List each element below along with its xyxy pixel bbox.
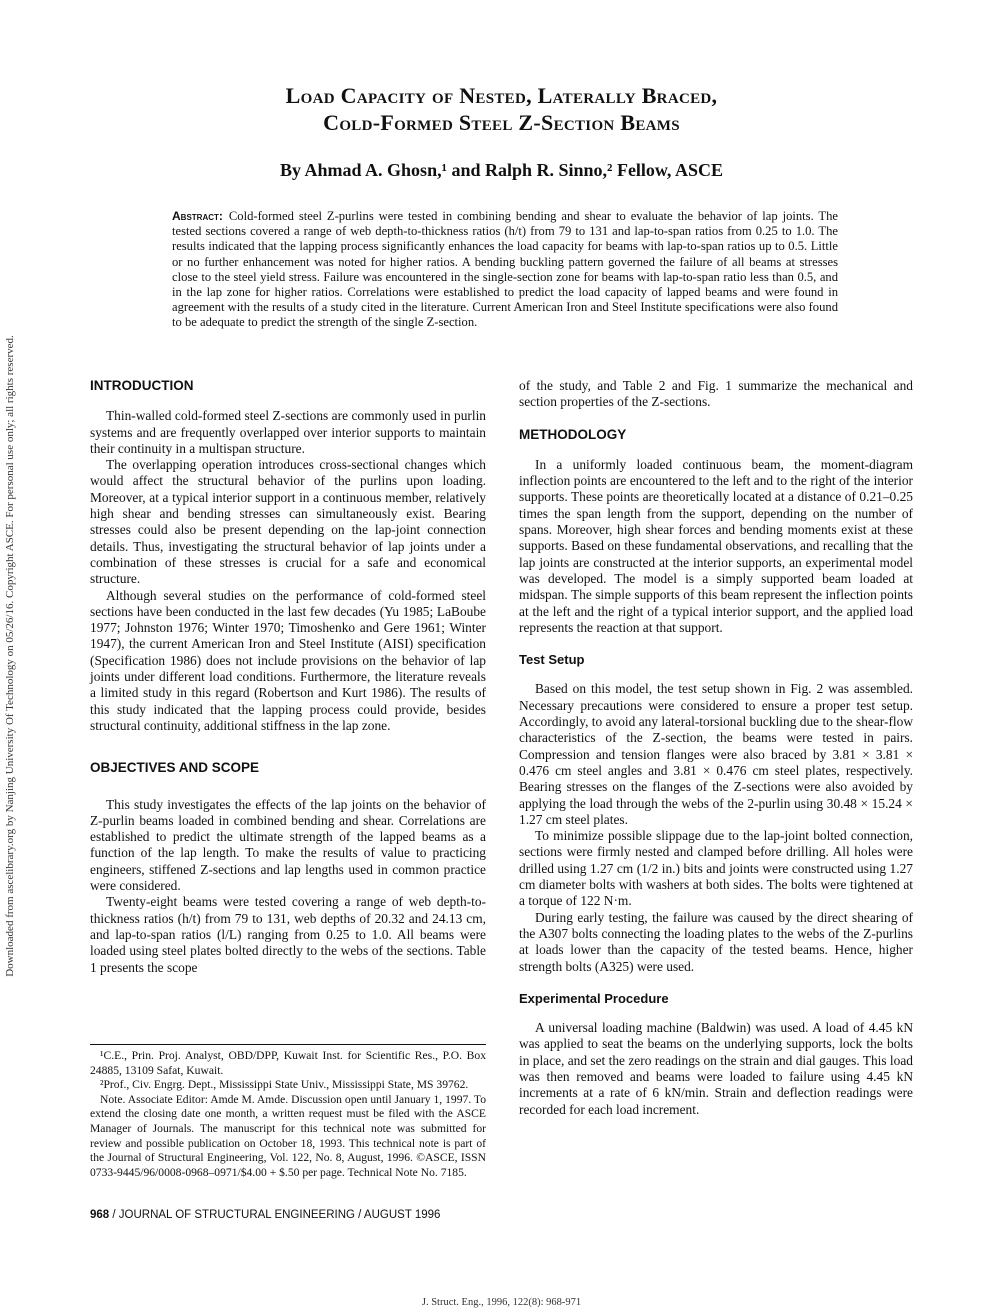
paragraph: During early testing, the failure was caused by the direct shearing of the A307 bolts connecting the loading plates to the webs of the Z-purlins at loads lower than the capacity of the tested beams. Hence, higher strength bolts (A325) were used. [519, 909, 913, 974]
title-line: Load Capacity of Nested, Laterally Braced, [285, 83, 718, 108]
footnote: ²Prof., Civ. Engrg. Dept., Mississippi State Univ., Mississippi State, MS 39762. [100, 1078, 469, 1092]
paragraph: A universal loading machine (Baldwin) was used. A load of 4.45 kN was applied to seat the beams on the underlying supports, lock the bolts in place, and set the zero readings on the strain and dial gauges. This load was then removed and beams were loaded to failure using 4.45 kN increments at a rate of 6 kN/min. Strain and deflection readings were recorded for each load increment. [519, 1020, 913, 1117]
paragraph: To minimize possible slippage due to the lap-joint bolted connection, sections were firmly nested and clamped before drilling. All holes were drilled using 1.27 cm (1/2 in.) bits and joints were constructed using 1.27 cm diameter bolts with washers at both sides. The bolts were tightened at a torque of 122 N·m. [519, 828, 913, 909]
paragraph: of the study, and Table 2 and Fig. 1 summarize the mechanical and section properties of the Z-sections. [519, 378, 913, 410]
paragraph: Based on this model, the test setup shown in Fig. 2 was assembled. Necessary precautions were considered to ensure a proper test setup. Accordingly, to avoid any lateral-torsional buckling due to the shear-flow characteristics of the Z-section, the beams were tested in pairs. Compression and tension flanges were also braced by 3.81 × 3.81 × 0.476 cm steel angles and 3.81 × 0.476 cm steel plates, respectively. Bearing stresses on the flanges of the Z-sections were also avoided by applying the load through the webs of the 2-purlin using 30.48 × 15.24 × 1.27 cm steel plates. [519, 681, 913, 827]
abstract [172, 209, 838, 331]
page-number: 968 [90, 1209, 110, 1221]
section-heading: INTRODUCTION [90, 378, 194, 393]
paragraph: The overlapping operation introduces cross-sectional changes which would affect the structural behavior of the purlins upon loading. Moreover, at a typical interior support in a continuous member, relatively high shear and bending stresses can simultaneously exist. Bearing stresses could also be present depending on the lap-joint connection details. Thus, investigating the structural behavior of lap joints under a combination of these stresses is crucial for a safe and economical structure. [90, 457, 486, 587]
abstract-text: Cold-formed steel Z-purlins were tested in combining bending and shear to evaluate the behavior of lap joints. The tested sections covered a range of web depth-to-thickness ratios (h/t) from 79 to 131 and lap-to-span ratios from 0.25 to 1.0. The results indicated that the lapping process significantly enhances the load capacity for beams with lap-to-span ratios up to 0.5. Little or no further enhancement was noted for higher ratios. A bending buckling pattern governed the failure of all beams at stresses close to the steel yield stress. Failure was encountered in the single-section zone for beams with lap-to-span ratio less than 0.5, and in the lap zone for higher ratios. Correlations were established to predict the load capacity of lapped beams and were found in agreement with the results of a study cited in the literature. Current American Iron and Steel Institute specifications were also found to be adequate to predict the strength of the single Z-section. [172, 209, 838, 330]
left-column [90, 378, 486, 976]
footnotes [90, 1044, 486, 1180]
subsection-heading: Experimental Procedure [519, 990, 669, 1006]
right-column [519, 378, 913, 1118]
footnote: Note. Associate Editor: Amde M. Amde. Discussion open until January 1, 1997. To extend the closing date one month, a written request must be filed with the ASCE Manager of Journals. The manuscript for this technical note was submitted for review and possible publication on October 18, 1993. This technical note is part of the Journal of Structural Engineering, Vol. 122, No. 8, August, 1996. ©ASCE, ISSN 0733-9445/96/0008-0968–0971/$4.00 + $.50 per page. Technical Note No. 7185. [90, 1092, 486, 1179]
subsection-heading: Test Setup [519, 652, 585, 668]
paragraph: Thin-walled cold-formed steel Z-sections are commonly used in purlin systems and are frequently overlapped over interior supports to maintain their continuity in a multispan structure. [90, 408, 486, 456]
section-heading: OBJECTIVES AND SCOPE [90, 760, 260, 776]
paragraph: Twenty-eight beams were tested covering a range of web depth-to-thickness ratios (h/t) from 79 to 131, web depths of 20.32 and 24.13 cm, and lap-to-span ratios (l/L) ranging from 0.25 to 1.0. All beams were loaded using steel plates bolted directly to the webs of the sections. Table 1 presents the scope [90, 894, 486, 975]
paragraph: In a uniformly loaded continuous beam, the moment-diagram inflection points are encountered to the left and to the right of the interior supports. These points are theoretically located at a distance of 0.21–0.25 times the span length from the support, depending on the number of spans. Moreover, high shear forces and bending moments exist at these supports. Based on these fundamental observations, and recalling that the lap joints are constructed at the interior supports, an experimental model was developed. The model is a simply supported beam loaded at midspan. The simple supports of this beam represent the inflection points at the left and the right of a typical interior support, and the applied load represents the reaction at that support. [519, 456, 913, 635]
abstract-label: Abstract: [172, 209, 223, 223]
running-footer [90, 1209, 440, 1221]
citation: J. Struct. Eng., 1996, 122(8): 968-971 [421, 1297, 582, 1308]
paragraph: This study investigates the effects of the lap joints on the behavior of Z-purlin beams loaded in combined bending and shear. Correlations are established to predict the ultimate strength of the lapped beams as a function of the lap length. To make the results of value to practicing engineers, stiffened Z-sections and lap lengths used in common practice were considered. [90, 796, 486, 894]
paragraph: Although several studies on the performance of cold-formed steel sections have been conducted in the last few decades (Yu 1985; LaBoube 1977; Johnston 1976; Winter 1970; Timoshenko and Gere 1961; Winter 1947), the current American Iron and Steel Institute (AISI) specification (Specification 1986) does not include provisions on the behavior of lap joints under different load conditions. Furthermore, the literature reveals a limited study in this regard (Robertson and Kurt 1986). The results of this study indicated that the lapping process could provide, besides structural continuity, additional stiffness in the lap zone. [90, 587, 486, 733]
title-line: Cold-Formed Steel Z-Section Beams [323, 110, 680, 135]
paper-title [0, 82, 1003, 136]
journal-info: / JOURNAL OF STRUCTURAL ENGINEERING / AUGUST 1996 [109, 1209, 441, 1221]
section-heading: METHODOLOGY [519, 426, 627, 442]
byline: By Ahmad A. Ghosn,¹ and Ralph R. Sinno,² Fellow, ASCE [280, 160, 723, 180]
footnote: ¹C.E., Prin. Proj. Analyst, OBD/DPP, Kuwait Inst. for Scientific Res., P.O. Box 24885, 13109 Safat, Kuwait. [90, 1049, 486, 1077]
download-notice: Downloaded from ascelibrary.org by Nanjing University Of Technology on 05/26/16. Copyright ASCE. For personal use only; all rights reserved. [4, 335, 16, 977]
